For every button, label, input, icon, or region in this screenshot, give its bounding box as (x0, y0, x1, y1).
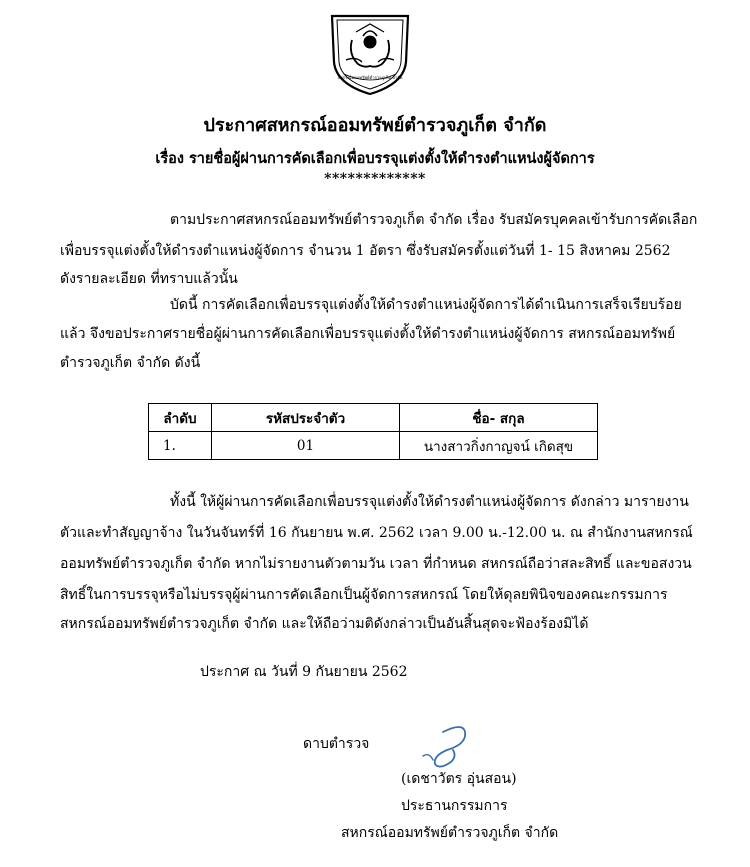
cell-name: นางสาวกิ่งกาญจน์ เกิดสุข (400, 432, 598, 460)
paragraph-2-line-2: แล้ว จึงขอประกาศรายชื่อผู้ผ่านการคัดเลือกเพื่อบรรจุแต่งตั้งให้ดำรงตำแหน่งผู้จัดการ สหกรณ์ออมทรัพย์ (60, 326, 676, 342)
paragraph-3-line-1: ทั้งนี้ ให้ผู้ผ่านการคัดเลือกเพื่อบรรจุแต่งตั้งให้ดำรงตำแหน่งผู้จัดการ ดังกล่าว มารายงาน (170, 494, 689, 510)
signer-position: ประธานกรรมการ (401, 798, 508, 814)
header-order: ลำดับ (149, 404, 212, 432)
paragraph-1-line-2: เพื่อบรรจุแต่งตั้งให้ดำรงตำแหน่งผู้จัดการ จำนวน 1 อัตรา ซึ่งรับสมัครตั้งแต่วันที่ 1- 15 สิงหาคม 2562 (60, 243, 671, 259)
svg-text:สหกรณ์ออมทรัพย์ตำรวจภูเก็ต จำก: สหกรณ์ออมทรัพย์ตำรวจภูเก็ต จำกัด (337, 75, 403, 80)
paragraph-1-line-3: ดังรายละเอียด ที่ทราบแล้วนั้น (60, 271, 238, 287)
paragraph-2-line-1: บัดนี้ การคัดเลือกเพื่อบรรจุแต่งตั้งให้ดำรงตำแหน่งผู้จัดการได้ดำเนินการเสร็จเรียบร้อย (170, 297, 682, 313)
paragraph-3-line-4: สิทธิ์ในการบรรจุหรือไม่บรรจุผู้ผ่านการคัดเลือกเป็นผู้จัดการสหกรณ์ โดยให้ดุลยพินิจของคณะกรรมการ (60, 587, 668, 603)
cell-id: 01 (212, 432, 400, 460)
header-id: รหัสประจำตัว (212, 404, 400, 432)
paragraph-3-line-2: ตัวและทำสัญญาจ้าง ในวันจันทร์ที่ 16 กันยายน พ.ศ. 2562 เวลา 9.00 น.-12.00 น. ณ สำนักงานสหกรณ์ (60, 525, 693, 541)
subject-line: เรื่อง รายชื่อผู้ผ่านการคัดเลือกเพื่อบรรจุแต่งตั้งให้ดำรงตำแหน่งผู้จัดการ (155, 150, 595, 167)
paragraph-3-line-5: สหกรณ์ออมทรัพย์ตำรวจภูเก็ต จำกัด และให้ถือว่ามติดังกล่าวเป็นอันสิ้นสุดจะฟ้องร้องมิได้ (60, 616, 589, 632)
table-row (149, 432, 598, 460)
header-name: ชื่อ- สกุล (400, 404, 598, 432)
results-table (148, 403, 598, 460)
cell-order: 1. (149, 432, 212, 460)
table-header-row (149, 404, 598, 432)
signer-rank: ดาบตำรวจ (303, 736, 370, 752)
signer-name: (เดชาวัตร อุ่นสอน) (401, 771, 517, 787)
paragraph-2-line-3: ตำรวจภูเก็ต จำกัด ดังนี้ (60, 355, 201, 371)
paragraph-1-line-1: ตามประกาศสหกรณ์ออมทรัพย์ตำรวจภูเก็ต จำกัด เรื่อง รับสมัครบุคคลเข้ารับการคัดเลือก (170, 212, 698, 228)
announcement-date: ประกาศ ณ วันที่ 9 กันยายน 2562 (200, 664, 408, 680)
handwritten-signature (405, 720, 485, 775)
cooperative-logo (326, 10, 414, 98)
separator-stars: ************* (324, 171, 426, 187)
paragraph-3-line-3: ออมทรัพย์ตำรวจภูเก็ต จำกัด หากไม่รายงานตัวตามวัน เวลา ที่กำหนด สหกรณ์ถือว่าสละสิทธิ์ และขอสงวน (60, 556, 692, 572)
page-title: ประกาศสหกรณ์ออมทรัพย์ตำรวจภูเก็ต จำกัด (203, 115, 547, 136)
signer-organization: สหกรณ์ออมทรัพย์ตำรวจภูเก็ต จำกัด (341, 825, 559, 841)
